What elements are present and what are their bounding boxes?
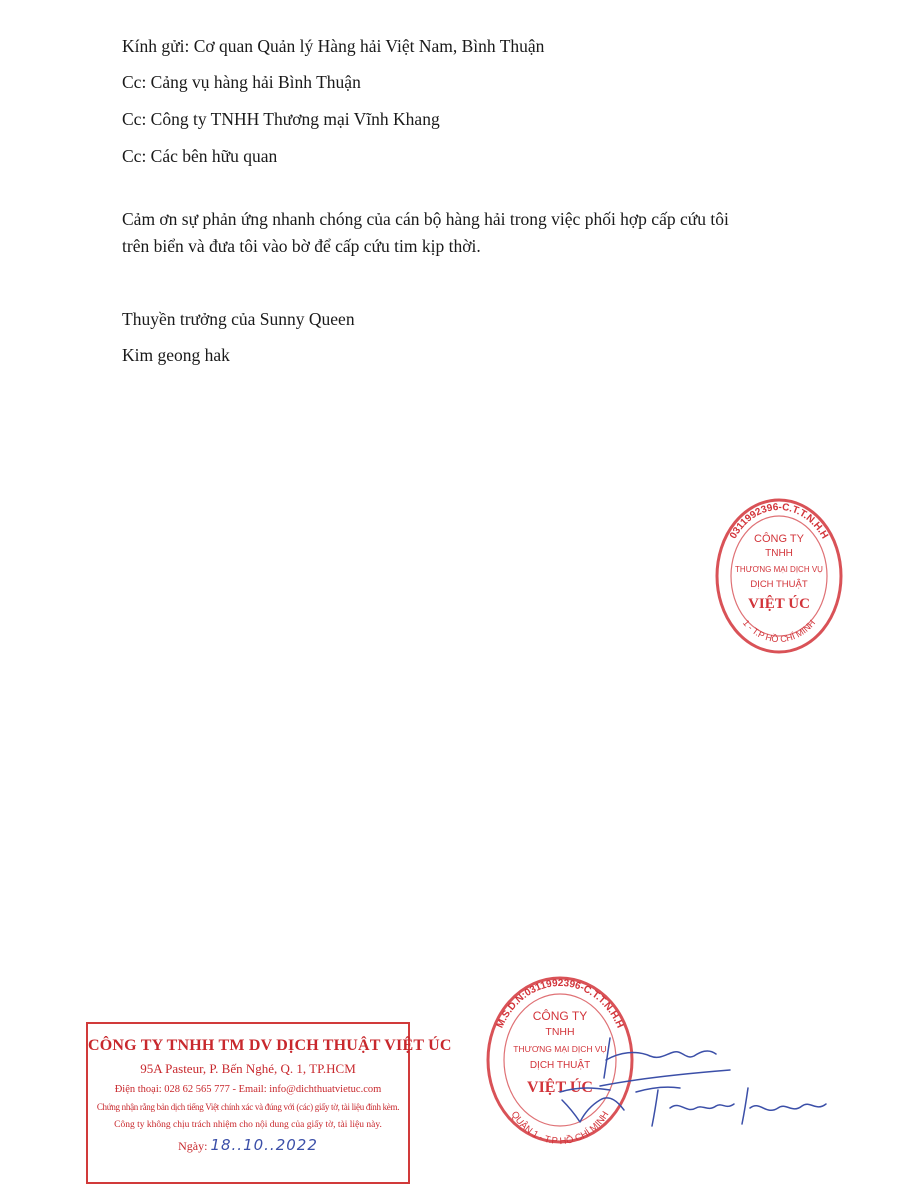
handwritten-signature — [540, 1030, 840, 1145]
cert-date-label: Ngày: — [178, 1139, 208, 1153]
stamp-bottom-arc: QUẬN 1 - T.P HỒ CHÍ MINH — [508, 1109, 612, 1146]
stamp-line: CÔNG TY — [532, 1009, 588, 1023]
sender-title: Thuyền trưởng của Sunny Queen — [122, 309, 355, 329]
stamp-line: VIỆT ÚC — [748, 596, 810, 612]
letter-cc-line: Cc: Công ty TNHH Thương mại Vĩnh Khang — [122, 109, 440, 129]
cert-statement: Chứng nhận rằng bản dịch tiếng Việt chính xác và đúng với (các) giấy tờ, tài liệu đính kèm. — [96, 1102, 400, 1112]
sender-name: Kim geong hak — [122, 345, 230, 365]
certification-box — [86, 1022, 452, 1184]
letter-cc-line: Cc: Các bên hữu quan — [122, 146, 278, 166]
letter-body-line: Cảm ơn sự phản ứng nhanh chóng của cán bộ hàng hải trong việc phối hợp cấp cứu tôi — [122, 209, 729, 229]
cert-date — [88, 1136, 408, 1154]
stamp-line: THƯƠNG MẠI DỊCH VỤ — [735, 565, 823, 574]
stamp-line: TNHH — [765, 548, 793, 559]
stamp-line: DỊCH THUẬT — [750, 579, 808, 590]
cert-address: 95A Pasteur, P. Bến Nghé, Q. 1, TP.HCM — [140, 1061, 356, 1076]
svg-text:1 - T.P HỒ CHÍ MINH — [741, 618, 817, 644]
stamp-top-arc: M.S.D.N:0311992396-C.T.T.N.H.H — [494, 977, 626, 1030]
letter-to-line: Kính gửi: Cơ quan Quản lý Hàng hải Việt Nam, Bình Thuận — [122, 36, 545, 56]
letter-cc-line: Cc: Cảng vụ hàng hải Bình Thuận — [122, 72, 361, 92]
cert-date-value: 18..10..2022 — [210, 1136, 318, 1154]
stamp-line: DỊCH THUẬT — [529, 1060, 591, 1071]
letter-body — [122, 206, 822, 260]
stamp-top-arc: 0311992396-C.T.T.N.H.H — [727, 501, 831, 541]
letter-body-line: trên biển và đưa tôi vào bờ để cấp cứu tim kịp thời. — [122, 236, 481, 256]
cert-contact: Điện thoại: 028 62 565 777 - Email: info@dichthuatvietuc.com — [114, 1084, 382, 1095]
stamp-line: VIỆT ÚC — [527, 1079, 593, 1096]
cert-statement: Công ty không chịu trách nhiệm cho nội dung của giấy tờ, tài liệu này. — [114, 1120, 382, 1130]
stamp-line: CÔNG TY — [754, 533, 804, 545]
cert-company-name: CÔNG TY TNHH TM DV DỊCH THUẬT VIỆT ÚC — [88, 1037, 452, 1054]
stamp-bottom-arc: 1 - T.P HỒ CHÍ MINH — [740, 617, 818, 645]
company-seal-stamp — [712, 494, 846, 663]
stamp-line: THƯƠNG MẠI DỊCH VỤ — [513, 1044, 607, 1054]
stamp-line: TNHH — [545, 1026, 575, 1038]
